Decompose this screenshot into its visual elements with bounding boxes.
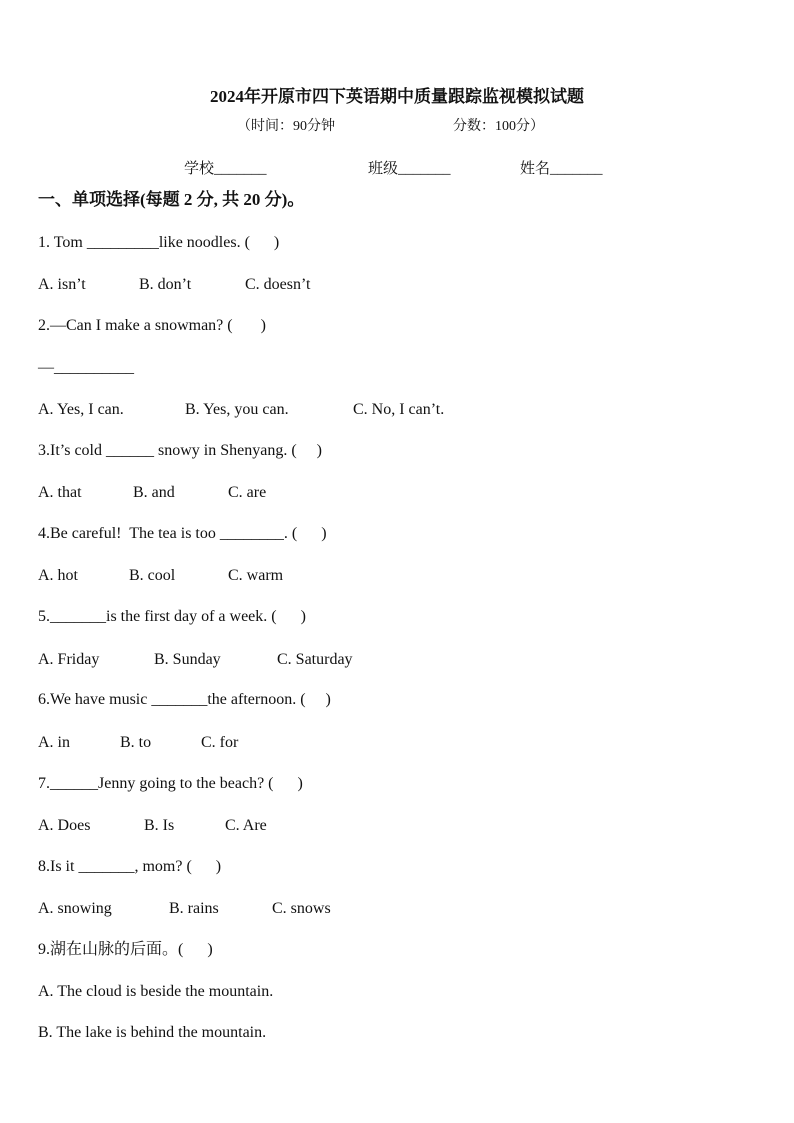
q1-option-b: B. don’t bbox=[139, 276, 192, 293]
q1-option-a: A. isn’t bbox=[38, 276, 86, 293]
section-title: 一、单项选择(每题 2 分, 共 20 分)。 bbox=[38, 190, 305, 209]
q3-option-b: B. and bbox=[133, 484, 175, 501]
q5-option-c: C. Saturday bbox=[277, 651, 353, 668]
q4-option-b: B. cool bbox=[129, 567, 176, 584]
page-title: 2024年开原市四下英语期中质量跟踪监视模拟试题 bbox=[210, 87, 584, 106]
q5-option-b: B. Sunday bbox=[154, 651, 221, 668]
exam-score: 分数：100分） bbox=[453, 119, 544, 134]
q7-option-b: B. Is bbox=[144, 817, 175, 834]
question-7: 7.______Jenny going to the beach? ( ) bbox=[38, 775, 303, 792]
q7-option-a: A. Does bbox=[38, 817, 91, 834]
q6-option-b: B. to bbox=[120, 734, 152, 751]
q1-option-c: C. doesn’t bbox=[245, 276, 311, 293]
q2-answer-line: —__________ bbox=[38, 359, 134, 376]
q6-option-a: A. in bbox=[38, 734, 70, 751]
q8-option-b: B. rains bbox=[169, 900, 219, 917]
class-field: 班级_______ bbox=[368, 161, 451, 177]
question-6: 6.We have music _______the afternoon. ( ) bbox=[38, 691, 331, 708]
question-4: 4.Be careful! The tea is too ________. ( ) bbox=[38, 525, 327, 542]
q2-option-b: B. Yes, you can. bbox=[185, 401, 289, 418]
q9-option-a: A. The cloud is beside the mountain. bbox=[38, 983, 274, 1000]
q8-option-a: A. snowing bbox=[38, 900, 112, 917]
q6-option-c: C. for bbox=[201, 734, 239, 751]
q3-option-a: A. that bbox=[38, 484, 82, 501]
question-5: 5._______is the first day of a week. ( ) bbox=[38, 608, 306, 625]
exam-time: （时间：90分钟 bbox=[237, 119, 335, 134]
q4-option-c: C. warm bbox=[228, 567, 284, 584]
question-8: 8.Is it _______, mom? ( ) bbox=[38, 858, 222, 875]
q9-option-b: B. The lake is behind the mountain. bbox=[38, 1024, 267, 1041]
q8-option-c: C. snows bbox=[272, 900, 331, 917]
question-2: 2.—Can I make a snowman? ( ) bbox=[38, 317, 266, 334]
q7-option-c: C. Are bbox=[225, 817, 267, 834]
name-field: 姓名_______ bbox=[520, 161, 603, 177]
q3-option-c: C. are bbox=[228, 484, 267, 501]
question-3: 3.It’s cold ______ snowy in Shenyang. ( ) bbox=[38, 442, 322, 459]
school-field: 学校_______ bbox=[184, 161, 267, 177]
q4-option-a: A. hot bbox=[38, 567, 78, 584]
question-1: 1. Tom _________like noodles. ( ) bbox=[38, 234, 280, 251]
question-9: 9.湖在山脉的后面。( ) bbox=[38, 941, 213, 958]
q2-option-c: C. No, I can’t. bbox=[353, 401, 445, 418]
q5-option-a: A. Friday bbox=[38, 651, 100, 668]
q2-option-a: A. Yes, I can. bbox=[38, 401, 124, 418]
